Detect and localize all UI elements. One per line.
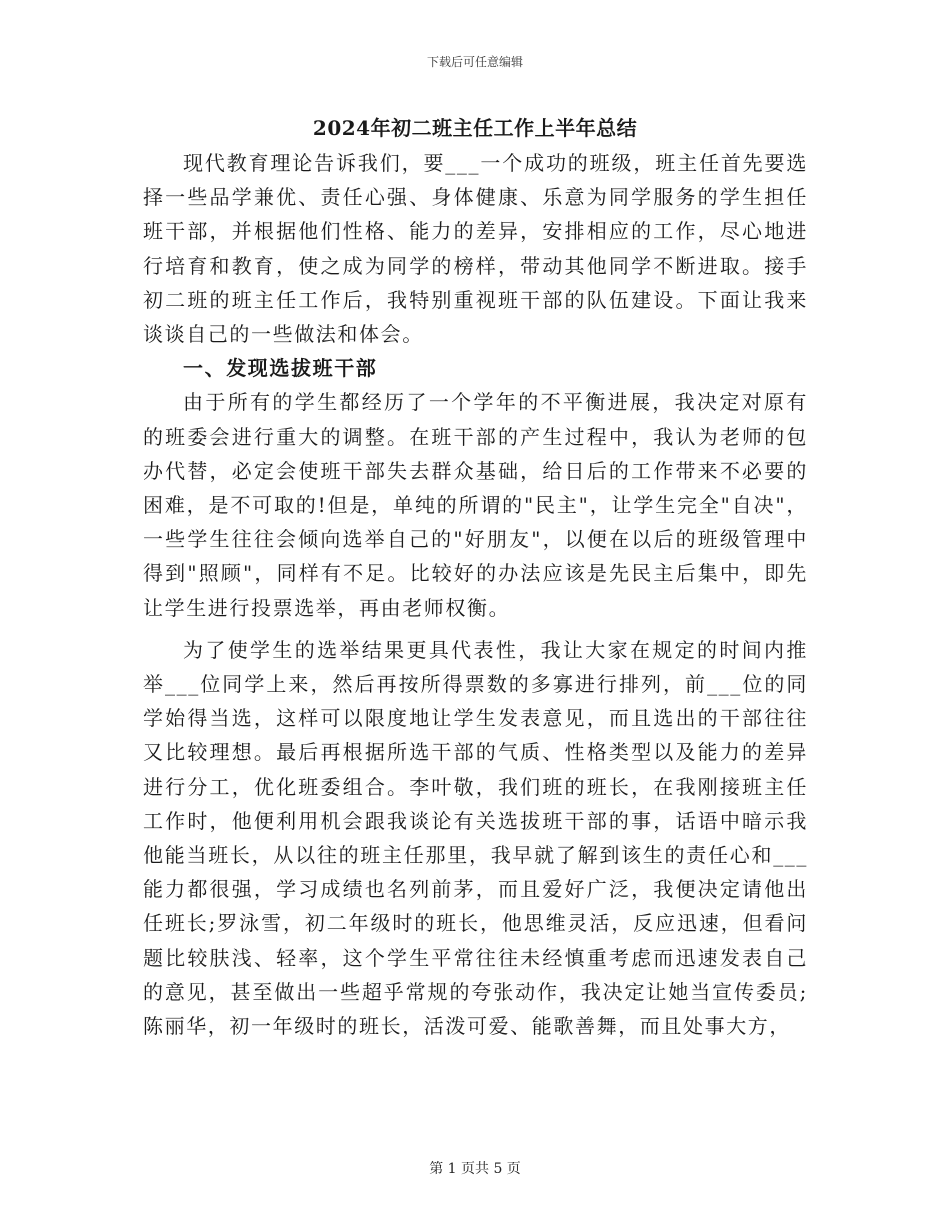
body-paragraph: 由于所有的学生都经历了一个学年的不平衡进展，我决定对原有的班委会进行重大的调整。在班干部的产生过程中，我认为老师的包办代替，必定会使班干部失去群众基础，给日后的工作带来不必要的困难，是不可取的!但是，单纯的所谓的"民主"，让学生完全"自决"，一些学生往往会倾向选举自己的"好朋友"，以便在以后的班级管理中得到"照顾"，同样有不足。比较好的办法应该是先民主后集中，即先让学生进行投票选举，再由老师权衡。 [143,390,808,620]
document-title: 2024年初二班主任工作上半年总结 [312,116,638,140]
page-footer: 第 1 页共 5 页 [429,1161,521,1177]
document-body [143,146,808,1043]
section-heading: 一、发现选拔班干部 [183,356,378,381]
intro-paragraph: 现代教育理论告诉我们，要___一个成功的班级，班主任首先要选择一些品学兼优、责任心强、身体健康、乐意为同学服务的学生担任班干部，并根据他们性格、能力的差异，安排相应的工作，尽心地进行培育和教育，使之成为同学的榜样，带动其他同学不断进取。接手初二班的班主任工作后，我特别重视班干部的队伍建设。下面让我来谈谈自己的一些做法和体会。 [143,151,808,347]
body-paragraph: 为了使学生的选举结果更具代表性，我让大家在规定的时间内推举___位同学上来，然后再按所得票数的多寡进行排列，前___位的同学始得当选，这样可以限度地让学生发表意见，而且选出的干部往往又比较理想。最后再根据所选干部的气质、性格类型以及能力的差异进行分工，优化班委组合。李叶敬，我们班的班长，在我刚接班主任工作时，他便利用机会跟我谈论有关选拔班干部的事，话语中暗示我他能当班长，从以往的班主任那里，我早就了解到该生的责任心和___能力都很强，学习成绩也名列前茅，而且爱好广泛，我便决定请他出任班长;罗泳雪，初二年级时的班长，他思维灵活，反应迅速，但看问题比较肤浅、轻率，这个学生平常往往未经慎重考虑而迅速发表自己的意见，甚至做出一些超乎常规的夸张动作，我决定让她当宣传委员;陈丽华，初一年级时的班长，活泼可爱、能歌善舞，而且处事大方， [143,637,808,1039]
page-header: 下载后可任意编辑 [426,55,523,69]
